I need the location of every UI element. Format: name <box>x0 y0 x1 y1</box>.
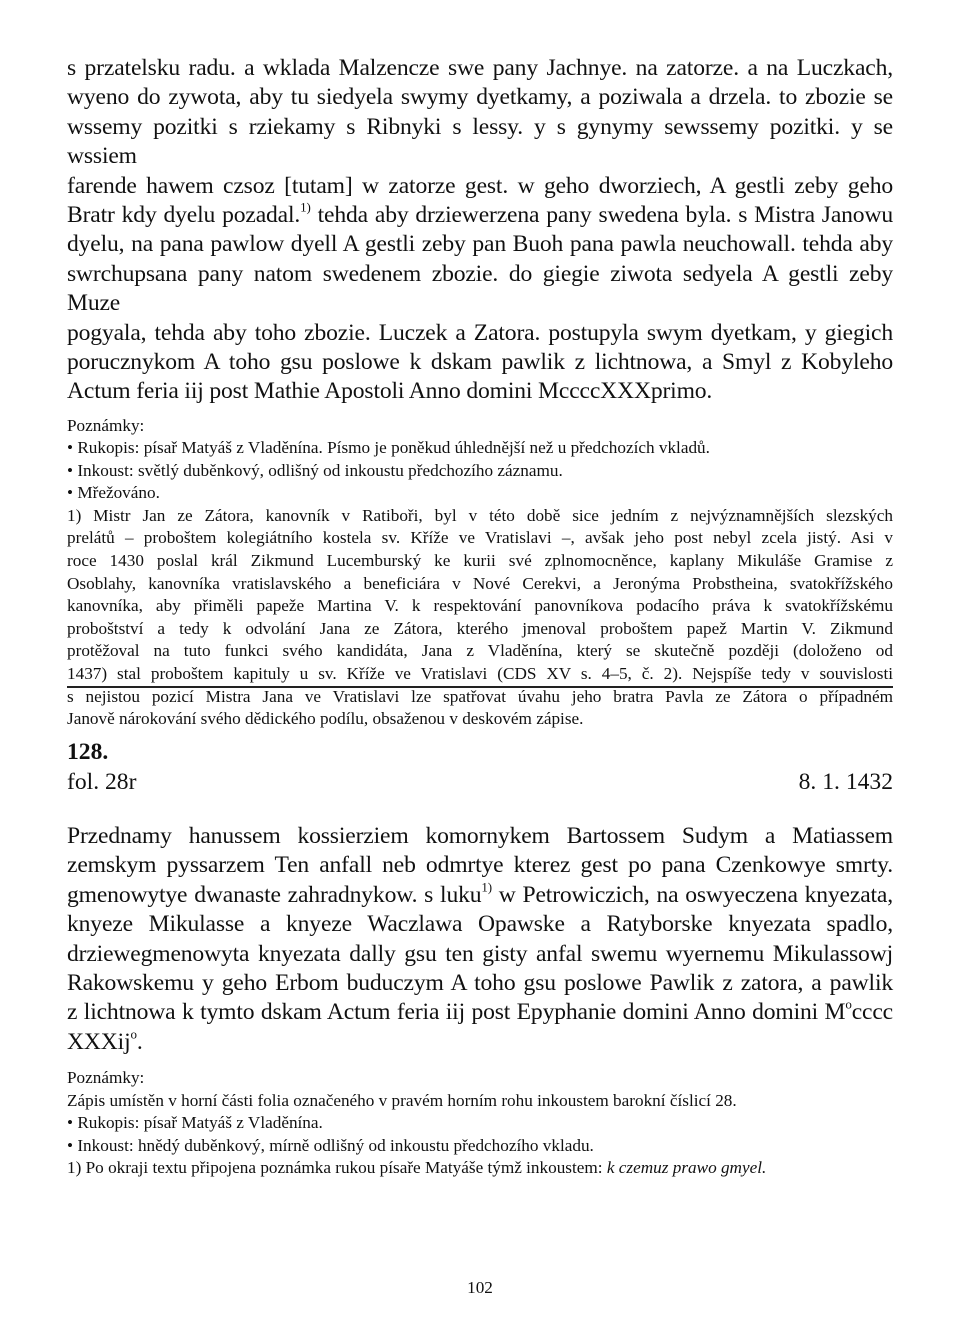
note-item: • Rukopis: písař Matyáš z Vladěnína. Písmo je poněkud úhlednější než u předchozích vkladů. <box>67 438 710 458</box>
page-number: 102 <box>467 1278 493 1297</box>
entry-127-text <box>67 54 893 407</box>
text-line: swrchupsana pany natom swedenem zbozie. do giegie ziwota sedyela A gestli zeby Muze <box>67 260 893 317</box>
text-line: wssemy pozitki s rziekamy s Ribnyki s lessy. y s gynymy sewssemy pozitki. y se wssiem <box>67 113 893 170</box>
entry-127-section <box>67 54 893 731</box>
text-line: farende hawem czsoz [tutam] w zatorze gest. w geho dworziech, A gestli zeby geho <box>67 172 893 199</box>
entry-number: 128. <box>67 739 109 765</box>
text-line: s przatelsku radu. a wklada Malzencze swe pany Jachnye. na zatorze. a na Luczkach, <box>67 55 893 81</box>
note-item: • Inkoust: hnědý duběnkový, mírně odlišný od inkoustu předchozího vkladu. <box>67 1135 594 1155</box>
text-line: Przednamy hanussem kossierziem komornykem Bartossem Sudym a Matiassem <box>67 823 893 849</box>
text-line: zemskym pyssarzem Ten anfall neb odmrtye kterez gest po pana Czenkowye smrty. <box>67 852 893 879</box>
footnote-text: 1) Po okraji textu připojena poznámka rukou písaře Matyáše týmž inkoustem: <box>67 1158 607 1178</box>
footnote <box>67 1157 893 1180</box>
text-line: porucznykom A toho gsu poslowe k dskam pawlik z lichtnowa, a Smyl z Kobyleho <box>67 349 893 376</box>
footnote-marker: 1) <box>300 199 311 215</box>
footnote-line: proboštství a tedy k odvolání Jana ze Zátora, kterého jmenoval proboštem papež Martin V. Zikmund <box>67 618 893 638</box>
footnote-line: 1437) stal proboštem kapituly u sv. Kříže ve Vratislavi (CDS XV s. 4–5, č. 2). Nejspíše tedy v souvislosti <box>67 664 893 684</box>
entry-128-section <box>67 822 893 1180</box>
footnote-line: s nejistou pozicí Mistra Jana ve Vratislavi lze spatřovat úvahu jeho bratra Pavla ze Zátora o případném <box>67 686 893 706</box>
footnote-quote: k czemuz prawo gmyel. <box>606 1158 767 1178</box>
text-fragment: w Petrowiczich, na oswyeczena knyezata, <box>491 881 893 908</box>
text-fragment: gmenowytye dwanaste zahradnykow. s luku <box>67 881 482 908</box>
note-item: Zápis umístěn v horní části folia označeného v pravém horním rohu inkoustem barokní číslicí 28. <box>67 1090 737 1110</box>
footnote <box>67 505 893 731</box>
text-fragment: tehda aby drziewerzena pany swedena byla. s Mistra Janowu <box>310 202 893 229</box>
footnote-line: protěžoval na tuto funkci svého kandidáta, Jana z Vladěnína, který se skutečně později (doloženo od <box>67 641 893 661</box>
text-fragment: XXXij <box>67 1028 131 1055</box>
superscript: o <box>130 1026 137 1042</box>
note-item: • Inkoust: světlý duběnkový, odlišný od inkoustu předchozího záznamu. <box>67 460 563 480</box>
text-fragment: . <box>136 1028 143 1055</box>
note-item: • Mřežováno. <box>67 483 160 503</box>
footnote-line: 1) Mistr Jan ze Zátora, kanovník v Ratiboři, byl v této době sice jedním z nejvýznamnějších slezských <box>67 505 893 525</box>
folio: fol. 28r <box>67 769 137 795</box>
text-line: Rakowskemu y geho Erbom buduczym A toho gsu poslowe Pawlik z zatora, a pawlik <box>67 970 893 997</box>
footnote-line: Janově nárokování svého dědického podílu, obsaženou v deskovém zápise. <box>67 709 584 729</box>
text-line: dyelu, na pana pawlow dyell A gestli zeby pan Buoh pana pawla neuchowall. tehda aby <box>67 231 893 258</box>
text-line: drziewegmenowyta knyezata dally gsu ten gisty anfal swemu wyernemu Mikulassowj <box>67 940 893 967</box>
note-item: • Rukopis: písař Matyáš z Vladěnína. <box>67 1113 323 1133</box>
footnote-marker: 1) <box>481 879 492 895</box>
footnote-line: kanovníka, aby přiměli papeže Martina V. k respektování panovníkova podacího práva k svatokřížskému <box>67 596 893 616</box>
text-line <box>67 1028 893 1057</box>
text-line: pogyala, tehda aby toho zbozie. Luczek a Zatora. postupyla swym dyetkam, y giegich <box>67 319 893 346</box>
notes-title: Poznámky: <box>67 1068 145 1088</box>
entry-meta <box>67 767 893 797</box>
text-fragment: z lichtnowa k tymto dskam Actum feria iij post Epyphanie domini Anno domini M <box>67 999 846 1026</box>
section-divider <box>67 686 893 688</box>
text-line <box>67 998 893 1027</box>
text-line: Actum feria iij post Mathie Apostoli Anno domini McccсXXXprimo. <box>67 378 713 405</box>
entry-128-header <box>67 737 893 797</box>
notes-title: Poznámky: <box>67 415 145 435</box>
text-fragment: Bratr kdy dyelu pozadal. <box>67 202 301 229</box>
text-fragment: cccc <box>851 999 893 1026</box>
entry-date: 8. 1. 1432 <box>798 769 893 795</box>
text-line: knyeze Mikulasse a knyeze Waczlawa Opawske a Ratyborske knyezata spadlo, <box>67 911 893 938</box>
footnote-line: Osoblahy, kanovníka vratislavského a beneficiára v Nové Cerekvi, a Jeronýma Probstheina, svatokřížského <box>67 573 893 593</box>
text-line <box>67 881 893 910</box>
superscript: o <box>845 997 852 1013</box>
text-line <box>67 201 893 230</box>
entry-128-text <box>67 822 893 1057</box>
text-line: wyeno do zywota, aby tu siedyela swymy dyetkamy, a poziwala a drzela. to zbozie se <box>67 84 893 111</box>
footnote-line: prelátů – proboštem kolegiátního kostela sv. Kříže ve Vratislavi –, avšak jeho post nebyl zcela jistý. Asi v <box>67 528 893 548</box>
footnote-line: roce 1430 poslal král Zikmund Lucemburský ke kurii své zplnomocněnce, kaplany Mikuláše Gramise z <box>67 551 893 571</box>
